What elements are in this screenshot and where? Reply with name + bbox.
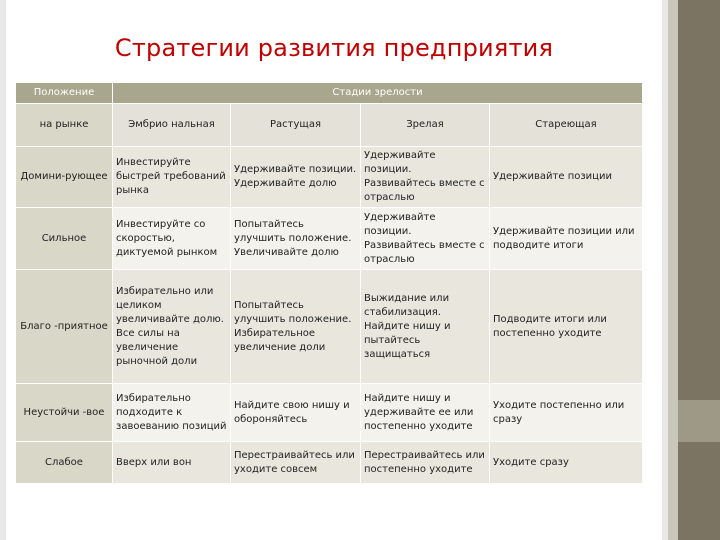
slide <box>6 0 662 540</box>
side-band-tab <box>678 400 720 442</box>
table-row <box>16 270 643 384</box>
table-cell: Перестраивайтесь или постепенно уходите <box>361 442 490 484</box>
header-stages: Стадии зрелости <box>113 83 643 104</box>
table-row <box>16 147 643 208</box>
table-row <box>16 208 643 270</box>
slide-title: Стратегии развития предприятия <box>114 34 554 62</box>
table-cell: Подводите итоги или постепенно уходите <box>490 270 643 384</box>
table-cell: Удерживайте позиции. Развивайтесь вместе с отраслью <box>361 147 490 208</box>
table-cell: Удерживайте позиции или подводите итоги <box>490 208 643 270</box>
stage-embryonic: Эмбрио нальная <box>113 104 231 147</box>
row-position: Домини-рующее <box>16 147 113 208</box>
table-cell: Удерживайте позиции. Развивайтесь вместе с отраслью <box>361 208 490 270</box>
table-cell: Перестраивайтесь или уходите совсем <box>231 442 361 484</box>
table-cell: Попытайтесь улучшить положение. Увеличивайте долю <box>231 208 361 270</box>
stage-aging: Стареющая <box>490 104 643 147</box>
table-cell: Удерживайте позиции <box>490 147 643 208</box>
table-cell: Найдите свою нишу и обороняйтесь <box>231 384 361 442</box>
table-row <box>16 384 643 442</box>
table-cell: Выжидание или стабилизация. Найдите нишу и пытайтесь защищаться <box>361 270 490 384</box>
table-cell: Вверх или вон <box>113 442 231 484</box>
table-header-row <box>16 83 643 104</box>
table-cell: Найдите нишу и удерживайте ее или постепенно уходите <box>361 384 490 442</box>
stage-growing: Растущая <box>231 104 361 147</box>
header-market: на рынке <box>16 104 113 147</box>
table-cell: Инвестируйте быстрей требований рынка <box>113 147 231 208</box>
table-cell: Уходите сразу <box>490 442 643 484</box>
table-cell: Удерживайте позиции. Удерживайте долю <box>231 147 361 208</box>
row-position: Слабое <box>16 442 113 484</box>
table-cell: Избирательно подходите к завоеванию позиций <box>113 384 231 442</box>
row-position: Неустойчи -вое <box>16 384 113 442</box>
table-cell: Избирательно или целиком увеличивайте долю. Все силы на увеличение рыночной доли <box>113 270 231 384</box>
side-band-dark <box>678 0 720 540</box>
table-subheader-row <box>16 104 643 147</box>
row-position: Благо -приятное <box>16 270 113 384</box>
stage-mature: Зрелая <box>361 104 490 147</box>
strategy-table <box>15 82 643 484</box>
row-position: Сильное <box>16 208 113 270</box>
table-cell: Попытайтесь улучшить положение. Избирательное увеличение доли <box>231 270 361 384</box>
side-band-light <box>668 0 678 540</box>
table-cell: Инвестируйте со скоростью, диктуемой рынком <box>113 208 231 270</box>
table-row <box>16 442 643 484</box>
table-cell: Уходите постепенно или сразу <box>490 384 643 442</box>
header-position: Положение <box>16 83 113 104</box>
